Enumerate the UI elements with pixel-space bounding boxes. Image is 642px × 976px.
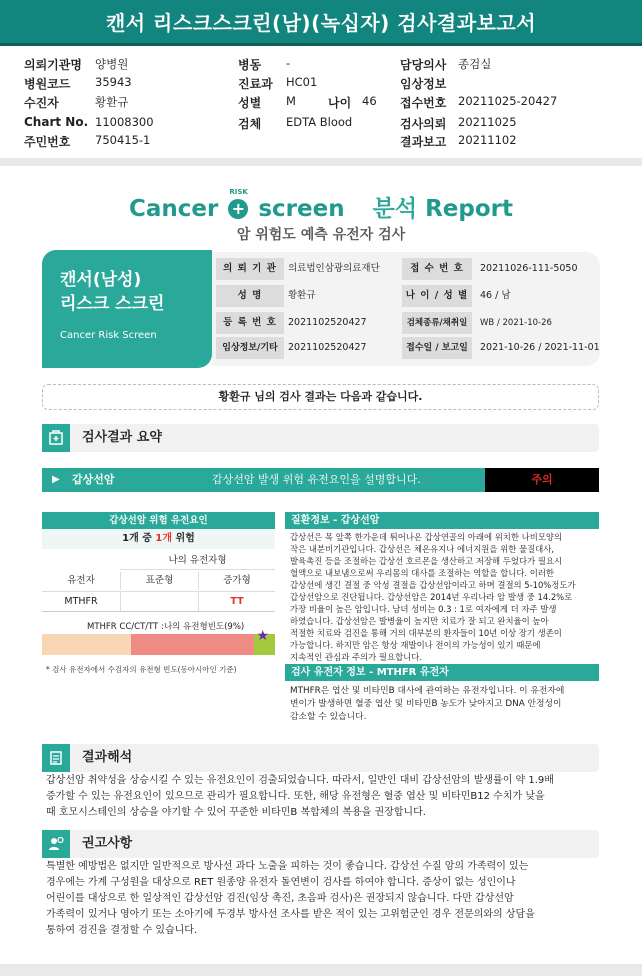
value-sex: M — [286, 94, 296, 108]
label-hospital-code: 병원코드 — [24, 77, 71, 91]
section-recommendation-title: 권고사항 — [82, 836, 133, 851]
section-divider — [0, 158, 642, 166]
info-val-age-sex: 46 / 남 — [480, 290, 511, 301]
value-department: HC01 — [286, 75, 318, 89]
recommendation-line: 특별한 예방법은 없지만 일반적으로 방사선 과다 노출을 피하는 것이 좋습니다. 갑상선 수질 암의 가족력이 있는 — [46, 861, 529, 872]
gene-inc-value: TT — [198, 592, 275, 611]
disease-info-line: 가능합니다. 하지만 암은 항상 재발이나 전이의 가능성이 있기 때문에 — [290, 640, 541, 650]
value-resident-no: 750415-1 — [95, 133, 151, 147]
recommendation-line: 경우에는 가계 구성원을 대상으로 RET 원종양 유전자 돌연변이 검사를 하여야 합니다. 증상이 없는 성인이나 — [46, 877, 516, 888]
card-line2: 리스크 스크린 — [60, 294, 165, 314]
my-genotype-header: 나의 유전자형 — [120, 552, 275, 570]
disease-info-line: 지속적인 관심과 주의가 필요합니다. — [290, 652, 423, 662]
recommendation-line: 어린이를 대상으로 한 일상적인 갑상선암 검진(임상 촉진, 초음파 검사)은 권장되지 않습니다. 다만 갑상선암 — [46, 893, 514, 904]
value-request-date: 20211025 — [458, 115, 517, 129]
label-resident-no: 주민번호 — [24, 135, 71, 149]
play-icon: ▶ — [52, 474, 60, 485]
interpretation-icon — [42, 744, 70, 772]
info-key-clinical: 임상정보/기타 — [216, 337, 284, 359]
disease-info-line: 발육촉진 등을 조절하는 갑상선 호르몬을 생산하고 저장해 두었다가 필요시 — [290, 556, 563, 566]
star-icon: ★ — [256, 628, 270, 644]
disease-info-text — [290, 531, 600, 663]
info-key-institution: 의 뢰 기 관 — [216, 258, 284, 280]
label-clinical-info: 임상정보 — [400, 77, 447, 91]
label-department: 진료과 — [238, 77, 273, 91]
gene-info-line: 감소할 수 있습니다. — [290, 712, 367, 722]
value-receipt-no: 20211025-20427 — [458, 94, 558, 108]
recommendation-line: 가족력이 있거나 영아기 또는 소아기에 두경부 방사선 조사를 받은 적이 있는 고위험군인 경우 전문의와의 상담을 — [46, 909, 535, 920]
section-summary — [42, 424, 599, 452]
patient-header — [0, 52, 642, 152]
value-ward: - — [286, 56, 291, 70]
section-summary-title: 검사결과 요약 — [82, 430, 162, 445]
card-line3: Cancer Risk Screen — [60, 330, 157, 341]
recommendation-text — [46, 859, 601, 939]
freq-segment — [131, 634, 254, 655]
disease-info-line: 작은 내분비기관입니다. 갑상선은 체온유지나 에너지원을 위한 물질대사, — [290, 544, 555, 554]
risk-table-title: 갑상선암 위험 유전요인 — [42, 512, 275, 529]
label-sex: 성별 — [238, 96, 262, 110]
logo-analysis: 분석 — [372, 196, 418, 222]
risk-count-num: 1개 — [155, 533, 173, 544]
info-val-clinical: 2021102520427 — [288, 342, 367, 353]
col-standard: 표준형 — [120, 572, 198, 590]
label-ward: 병동 — [238, 58, 262, 72]
report-subtitle: 암 위험도 예측 유전자 검사 — [236, 227, 406, 243]
info-key-reg-no: 등 록 번 호 — [216, 312, 284, 334]
disease-info-line: 적절한 치료와 검진을 통해 거의 대부분의 환자들이 10년 이상 장기 생존이 — [290, 628, 562, 638]
recommendation-line: 통하여 검진을 결정할 수 있습니다. — [46, 925, 198, 936]
disease-info-line: 갑상선암으로 진단됩니다. 갑상선암은 2014년 우리나라 암 발생 중 14.2%로 — [290, 592, 573, 602]
card-line1: 캔서(남성) — [60, 270, 142, 290]
interpretation-line: 증가할 수 있는 유전요인이 있으므로 관리가 필요합니다. 또한, 해당 유전형은 혈중 엽산 및 비타민B12 수치가 낮을 — [46, 791, 545, 802]
genotype-frequency — [42, 618, 275, 658]
label-age: 나이 — [328, 96, 352, 110]
value-age: 46 — [362, 94, 377, 108]
col-increase: 증가형 — [198, 572, 275, 590]
logo-cancer: Cancer — [128, 196, 219, 222]
section-recommendation — [42, 830, 599, 858]
value-specimen: EDTA Blood — [286, 115, 353, 129]
info-val-specimen: WB / 2021-10-26 — [480, 318, 552, 328]
interpretation-line: 갑상선암 취약성을 상승시킬 수 있는 유전요인이 검출되었습니다. 따라서, 일반인 대비 갑상선암의 발생률이 약 1.9배 — [46, 775, 554, 786]
recommendation-icon — [42, 830, 70, 858]
value-chart-no: 11008300 — [95, 115, 154, 129]
label-doctor: 담당의사 — [400, 58, 447, 72]
logo-report: Report — [425, 196, 514, 222]
thyroid-name: 갑상선암 — [72, 473, 115, 486]
thyroid-row — [42, 468, 599, 492]
label-specimen: 검체 — [238, 117, 262, 131]
disease-info-line: 가장 비율이 높은 암입니다. 남녀 성비는 0.3 : 1로 여자에게 더 자주 발생 — [290, 604, 557, 614]
gene-info-line: 변이가 발생하면 혈중 엽산 및 비타민B 농도가 낮아지고 DNA 안정성이 — [290, 699, 562, 709]
value-hospital-code: 35943 — [95, 75, 132, 89]
info-val-institution: 의료법인삼광의료재단 — [288, 263, 380, 274]
info-val-receipt: 20211026-111-5050 — [480, 263, 578, 274]
logo-risk: RISK — [229, 188, 248, 196]
info-key-specimen: 검체종류/채취일 — [402, 312, 472, 334]
thyroid-bar — [42, 468, 485, 492]
col-gene: 유전자 — [67, 575, 95, 586]
value-doctor: 종검실 — [458, 57, 492, 71]
gene-mthfr: MTHFR — [64, 596, 98, 607]
info-table — [212, 252, 600, 366]
label-chart-no: Chart No. — [24, 115, 89, 129]
freq-label: MTHFR CC/CT/TT :나의 유전형빈도(9%) — [87, 622, 245, 632]
info-val-reg-no: 2021102520427 — [288, 317, 367, 328]
cancer-screen-logo — [0, 190, 642, 223]
test-name-card — [42, 250, 212, 368]
gene-info-text — [290, 685, 600, 724]
label-institution: 의뢰기관명 — [24, 58, 82, 72]
disease-info-line: 갑상선은 목 앞쪽 한가운데 튀어나온 갑상연골의 아래에 위치한 나비모양의 — [290, 532, 563, 542]
disease-info-header: 질환정보 - 갑상선암 — [285, 512, 599, 529]
logo-screen: screen — [258, 196, 345, 222]
disease-info-line: 갑상선에 생긴 결절 중 악성 결절을 갑상선암이라고 하며 결절의 5-10%정도가 — [290, 580, 576, 590]
value-patient: 황환규 — [95, 95, 129, 109]
value-report-date: 20211102 — [458, 133, 517, 147]
label-patient: 수진자 — [24, 96, 59, 110]
section-interpretation-title: 결과해석 — [82, 750, 133, 765]
risk-count-pre: 1개 중 — [122, 533, 156, 544]
risk-count — [42, 529, 275, 549]
thyroid-status: 주의 — [485, 468, 599, 492]
logo-plus-icon: + — [228, 199, 248, 219]
label-report-date: 결과보고 — [400, 135, 447, 149]
gene-info-header: 검사 유전자 정보 - MTHFR 유전자 — [285, 664, 599, 681]
freq-note: * 검사 유전자에서 수검자의 유전형 빈도(동아시아인 기준) — [46, 665, 237, 674]
info-val-name: 황환규 — [288, 290, 316, 301]
info-val-dates: 2021-10-26 / 2021-11-01 — [480, 342, 600, 353]
report-title: 캔서 리스크스크린(남)(녹십자) 검사결과보고서 — [0, 0, 642, 46]
gene-std-value — [120, 592, 198, 611]
interpretation-text — [46, 773, 601, 821]
gene-info-line: MTHFR은 엽산 및 비타민B 대사에 관여하는 유전자입니다. 이 유전자에 — [290, 686, 565, 696]
freq-bar — [42, 634, 275, 655]
result-intro: 황환규 님의 검사 결과는 다음과 같습니다. — [42, 384, 599, 410]
info-key-dates: 접수일 / 보고일 — [402, 337, 472, 359]
risk-count-post: 위험 — [172, 533, 195, 544]
disease-info-line: 하였습니다. 갑상선암은 발병율이 높지만 치료가 잘 되고 완치율이 높아 — [290, 616, 549, 626]
risk-factor-table — [42, 512, 275, 612]
label-receipt-no: 접수번호 — [400, 96, 447, 110]
thyroid-desc: 갑상선암 발생 위험 유전요인을 설명합니다. — [212, 473, 421, 486]
footer-divider — [0, 964, 642, 976]
info-key-receipt: 접 수 번 호 — [402, 258, 472, 280]
value-institution: 양병원 — [95, 57, 129, 71]
disease-info-line: 혈액으로 내보냄으로써 우리몸의 대사를 조절하는 역할을 합니다. 이러한 — [290, 568, 555, 578]
freq-segment — [42, 634, 131, 655]
summary-icon — [42, 424, 70, 452]
info-key-age-sex: 나 이 / 성 별 — [402, 285, 472, 307]
interpretation-line: 때 호모시스테인의 상승을 야기할 수 있어 꾸준한 비타민B 복합체의 복용을 권장합니다. — [46, 807, 426, 818]
section-interpretation — [42, 744, 599, 772]
label-request-date: 검사의뢰 — [400, 117, 447, 131]
info-key-name: 성 명 — [216, 285, 284, 307]
